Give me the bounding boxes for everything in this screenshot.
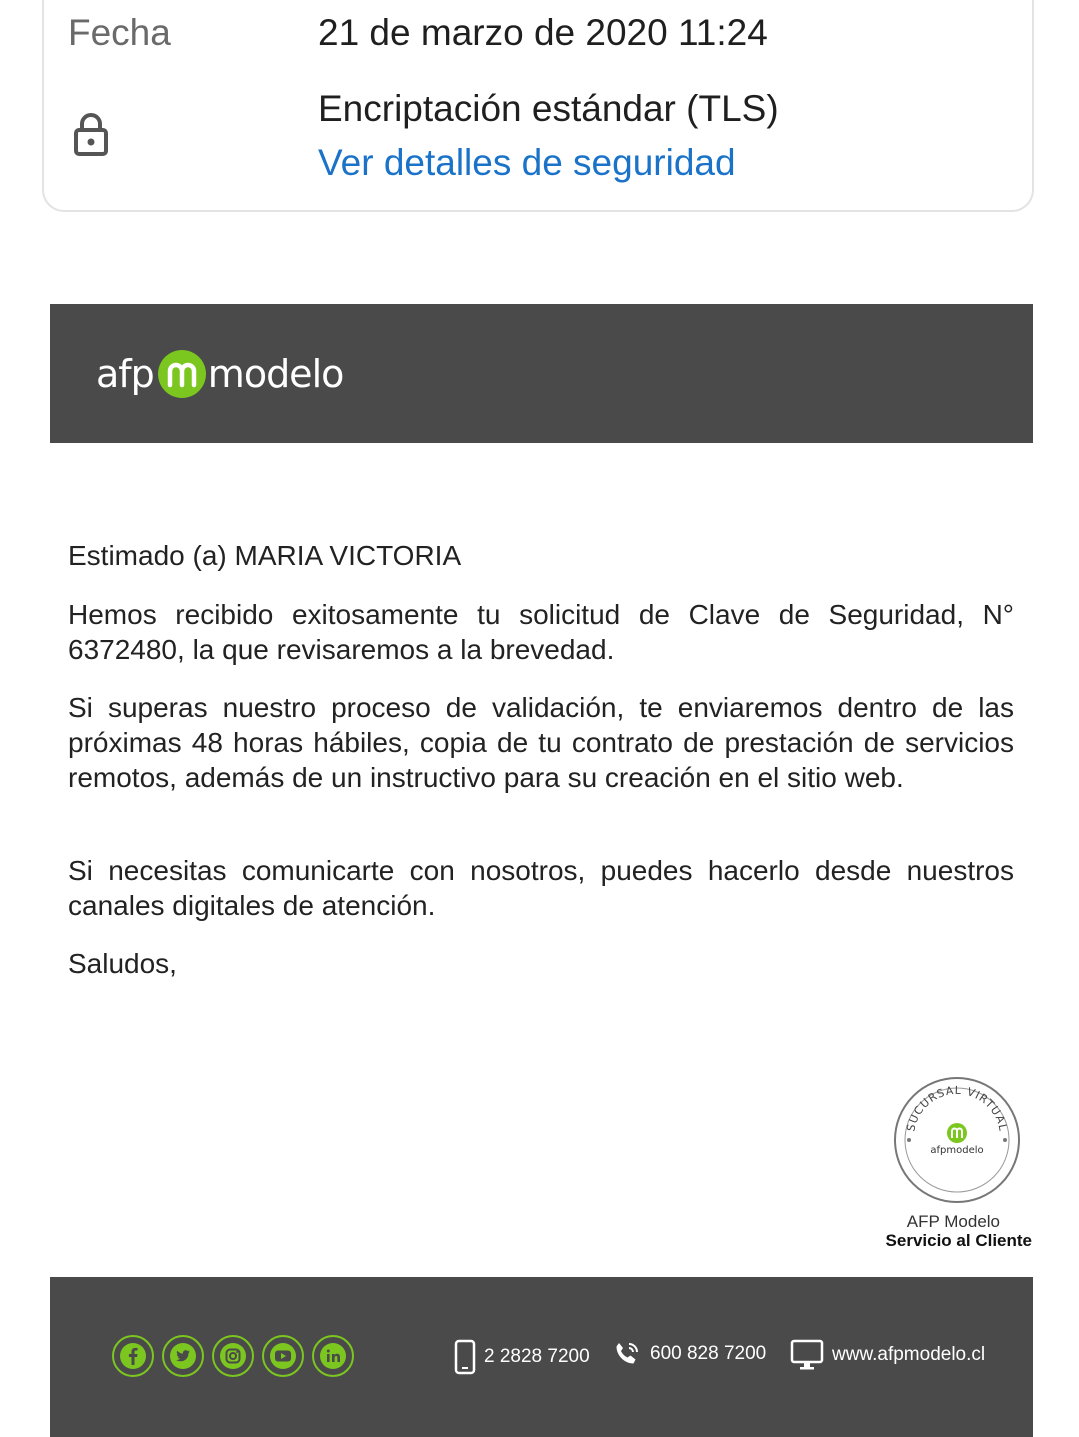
contact-website[interactable] [790,1339,985,1371]
website-text: www.afpmodelo.cl [832,1344,986,1365]
body-paragraph-3: Si necesitas comunicarte con nosotros, puedes hacerlo desde nuestros canales digitales de atención. [68,855,1014,921]
email-header-banner [50,304,1033,443]
mobile-phone-icon [454,1339,476,1375]
instagram-icon[interactable] [212,1335,254,1377]
greeting: Estimado (a) MARIA VICTORIA [68,540,462,571]
svg-text:afpmodelo: afpmodelo [930,1145,984,1156]
email-footer [50,1277,1033,1437]
logo-m-icon [158,350,206,398]
youtube-icon[interactable] [262,1335,304,1377]
linkedin-icon[interactable] [312,1335,354,1377]
closing: Saludos, [68,948,177,979]
phone-2-text: 600 828 7200 [650,1343,767,1364]
signature-company: AFP Modelo [906,1212,1000,1231]
contact-phone-1[interactable] [454,1339,590,1375]
logo-text-afp: afp [96,352,154,396]
afp-modelo-logo [96,344,343,404]
phone-1-text: 2 2828 7200 [484,1346,590,1367]
security-details-link[interactable]: Ver detalles de seguridad [318,142,736,183]
contact-phone-2[interactable] [612,1339,766,1369]
lock-icon [72,112,110,156]
logo-text-modelo: modelo [207,352,344,396]
social-links [112,1335,354,1377]
date-value: 21 de marzo de 2020 11:24 [318,12,768,53]
body-paragraph-1: Hemos recibido exitosamente tu solicitud de Clave de Seguridad, N° 6372480, la que revisaremos a la brevedad. [68,599,1014,665]
body-paragraph-2: Si superas nuestro proceso de validación, te enviaremos dentro de las próximas 48 horas hábiles, copia de tu contrato de prestación de servicios remotos, además de un instructivo para su creación en el sitio web. [68,692,1014,793]
sucursal-virtual-badge [892,1075,1022,1205]
monitor-icon [790,1339,824,1371]
facebook-icon[interactable] [112,1335,154,1377]
encryption-label: Encriptación estándar (TLS) [318,88,779,129]
date-label: Fecha [68,12,171,53]
svg-text:SUCURSAL VIRTUAL: SUCURSAL VIRTUAL [904,1083,1010,1133]
signature-department: Servicio al Cliente [885,1231,1032,1250]
twitter-icon[interactable] [162,1335,204,1377]
phone-call-icon [612,1339,642,1369]
